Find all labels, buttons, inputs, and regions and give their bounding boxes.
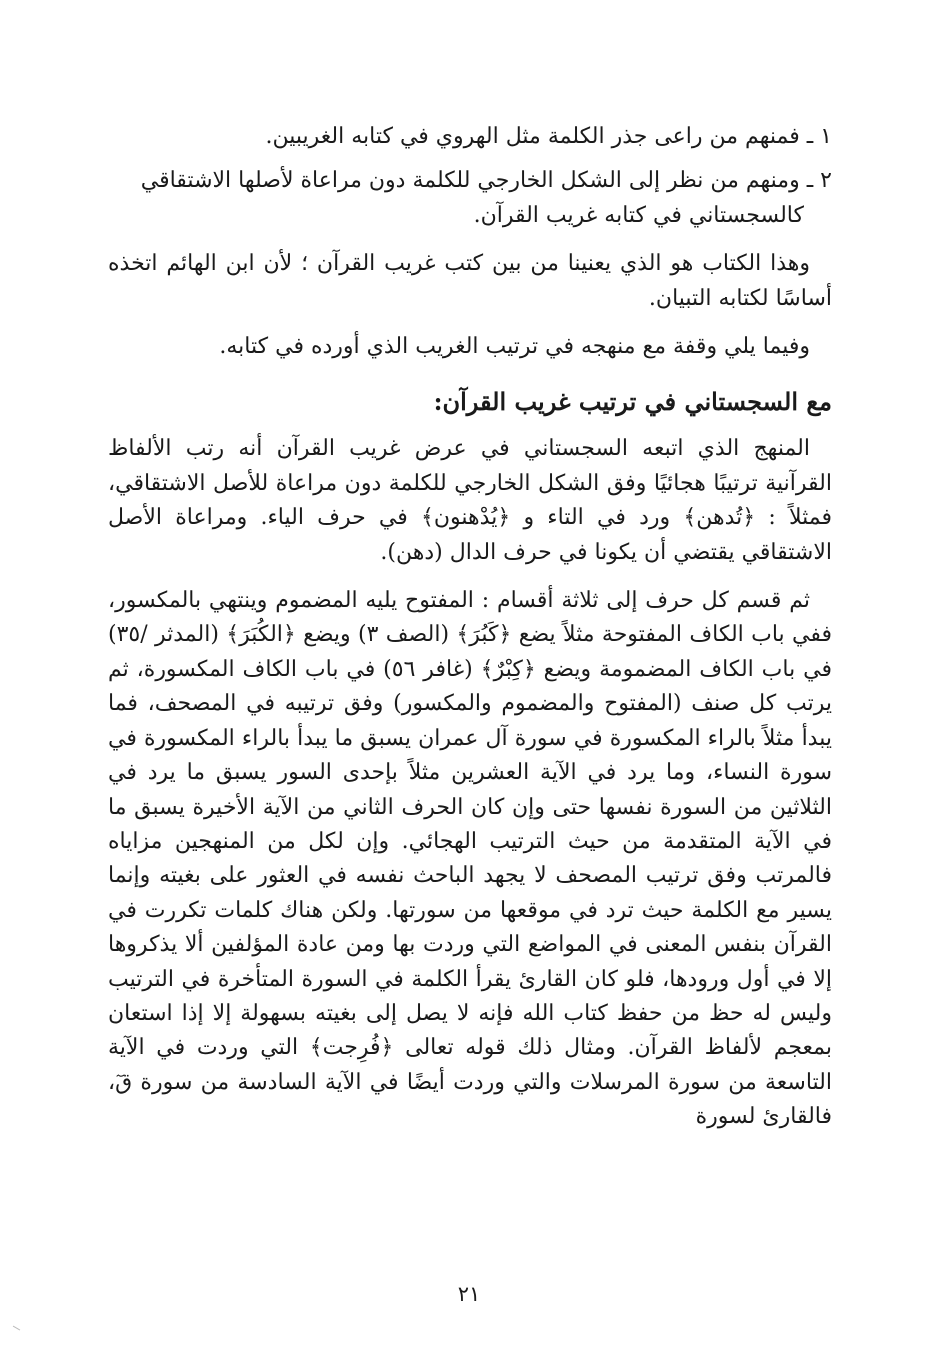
- list-item-2-text: ومنهم من نظر إلى الشكل الخارجي للكلمة دون مراعاة لأصلها الاشتقاقي: [140, 168, 800, 194]
- list-item-2-line: [108, 164, 832, 198]
- list-item-2-continuation: كالسجستاني في كتابه غريب القرآن.: [473, 202, 804, 228]
- page-number: ٢١: [457, 1282, 481, 1306]
- list-item-2: [108, 164, 832, 233]
- list-item-2-number: ٢ ـ: [806, 168, 832, 194]
- paragraph-2: وفيما يلي وقفة مع منهجه في ترتيب الغريب الذي أورده في كتابه.: [219, 334, 810, 360]
- list-item-1: [108, 120, 832, 154]
- section-heading: مع السجستاني في ترتيب غريب القرآن:: [433, 387, 832, 417]
- paragraph-4: ثم قسم كل حرف إلى ثلاثة أقسام : المفتوح يليه المضموم وينتهي بالمكسور، ففي باب الكاف المفتوحة مثلاً يضع ﴿كَبُرَ﴾ (الصف ٣) ويضع ﴿الكُبَرَ﴾ (المدثر /٣٥) في باب الكاف المضمومة ويضع ﴿كِبْرٌ﴾ (غافر ٥٦) في باب الكاف المكسورة، ثم يرتب كل صنف (المفتوح والمضموم والمكسور) وفق ترتيبه في المصحف، فما يبدأ مثلاً بالراء المكسورة في سورة آل عمران يسبق ما يبدأ بالراء المكسورة في سورة النساء، وما يرد في الآية العشرين مثلاً بإحدى السور يسبق ما يرد في الثلاثين من السورة نفسها حتى وإن كان الحرف الثاني من الآية الأخيرة يسبق ما في الآية المتقدمة من حيث الترتيب الهجائي. وإن لكل من المنهجين مزاياه فالمرتب وفق ترتيب المصحف لا يجهد الباحث نفسه في العثور على بغيته وإنما يسير مع الكلمة حيث ترد في موقعها من سورتها. ولكن هناك كلمات تكررت في القرآن بنفس المعنى في المواضع التي وردت بها ومن عادة المؤلفين ألا يذكروها إلا في أول ورودها، فلو كان القارئ يقرأ الكلمة في السورة المتأخرة في الترتيب وليس له حظ من حفظ كتاب الله فإنه لا يصل إلى بغيته بسهولة إلا إذا استعان بمعجم لألفاظ القرآن. ومثال ذلك قوله تعالى ﴿فُرِجت﴾ التي وردت في الآية التاسعة من سورة المرسلات والتي وردت أيضًا في الآية السادسة من سورة قٓ، فالقارئ لسورة: [108, 588, 833, 1130]
- list-item-1-text: فمنهم من راعى جذر الكلمة مثل الهروي في كتابه الغريبين.: [265, 124, 800, 149]
- scan-corner-mark: [13, 1320, 23, 1330]
- list-item-1-number: ١ ـ: [806, 124, 832, 149]
- paragraph-1: وهذا الكتاب هو الذي يعنينا من بين كتب غريب القرآن ؛ لأن ابن الهائم اتخذه أساسًا لكتابه التبيان.: [108, 251, 832, 311]
- paragraph-3: المنهج الذي اتبعه السجستاني في عرض غريب القرآن أنه رتب الألفاظ القرآنية ترتيبًا هجائيًا وفق الشكل الخارجي للكلمة دون مراعاة للأصل الاشتقاقي، فمثلاً : ﴿تُدهن﴾ ورد في التاء و ﴿يُدْهنون﴾ في حرف الياء. ومراعاة الأصل الاشتقاقي يقتضي أن يكونا في حرف الدال (دهن).: [108, 436, 832, 565]
- page-content: [108, 120, 832, 1135]
